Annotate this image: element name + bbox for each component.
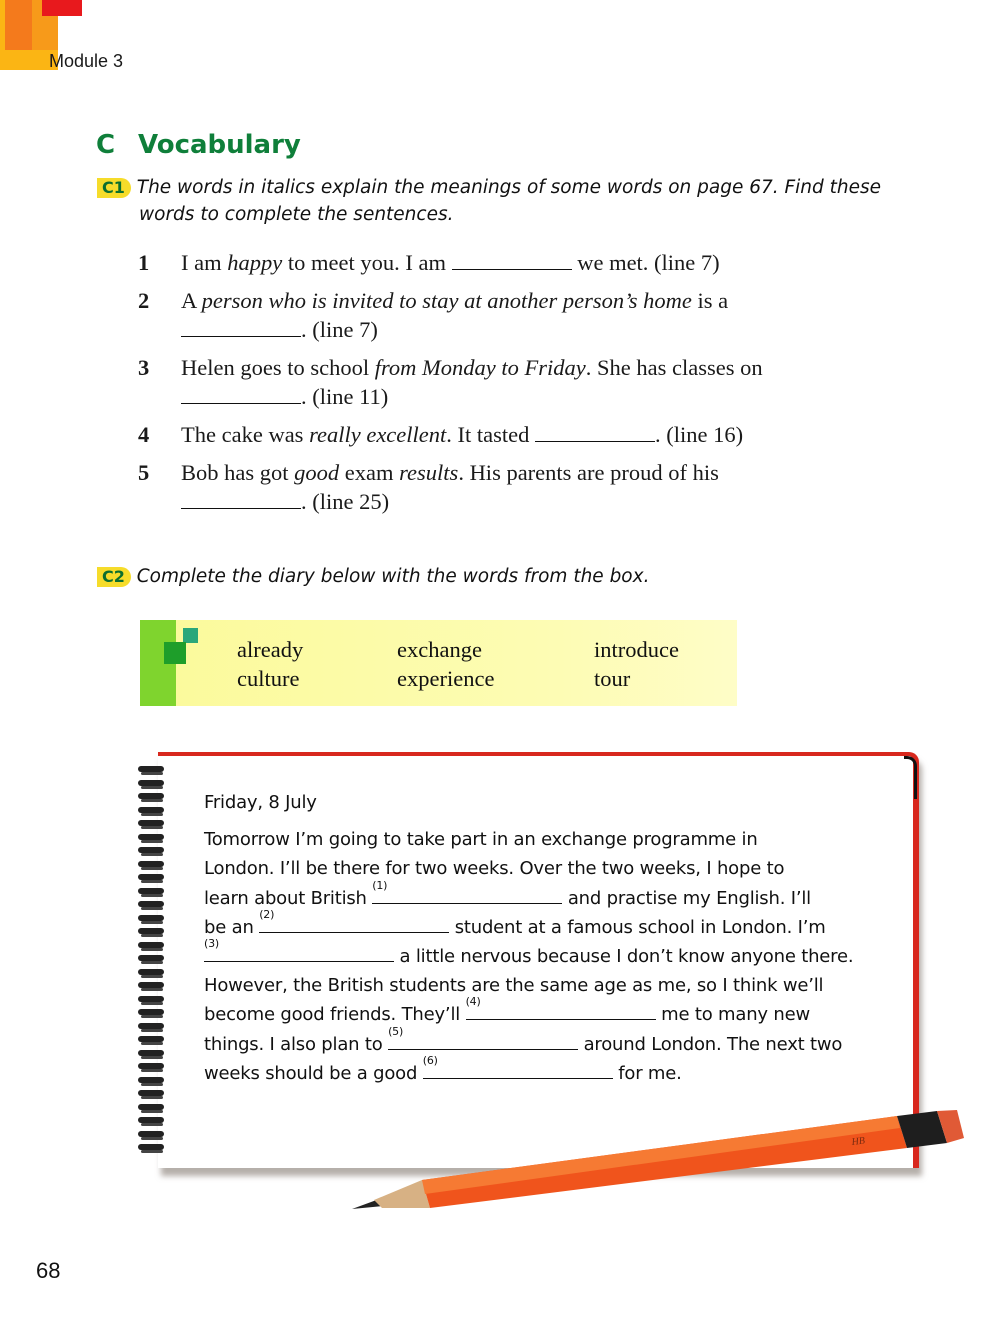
item-number: 5 <box>138 460 150 485</box>
diary-line: weeks should be a good (6) for me. <box>204 1053 682 1084</box>
spiral-coil <box>138 766 164 772</box>
section-heading: Vocabulary <box>138 130 301 160</box>
spiral-coil <box>138 1036 164 1042</box>
spiral-coil <box>138 847 164 853</box>
spiral-coil <box>138 1104 164 1110</box>
answer-blank[interactable] <box>181 385 301 404</box>
exercise-item-3: 3 Helen goes to school from Monday to Friday. She has classes on . (line 11) <box>138 355 763 409</box>
spiral-coil <box>138 915 164 921</box>
notebook-corner <box>904 756 917 799</box>
spiral-coil <box>138 834 164 840</box>
item-number: 2 <box>138 288 150 313</box>
exercise-item-5: 5 Bob has got good exam results. His parents are proud of his . (line 25) <box>138 460 719 514</box>
c2-badge: C2 <box>97 567 131 587</box>
gap-1[interactable]: (1) <box>372 885 562 904</box>
diary-line: (3) a little nervous because I don’t know anyone there. <box>204 937 854 968</box>
spiral-coil <box>138 861 164 867</box>
item-number: 4 <box>138 422 150 447</box>
pencil-label: HB <box>851 1135 866 1148</box>
diary-line: However, the British students are the same age as me, so I think we’ll <box>204 975 824 997</box>
diary-line: London. I’ll be there for two weeks. Over the two weeks, I hope to <box>204 858 785 880</box>
word-box <box>140 620 737 706</box>
c1-badge: C1 <box>97 178 131 198</box>
page-number: 68 <box>36 1258 61 1283</box>
section-title <box>96 130 301 160</box>
gap-5[interactable]: (5) <box>388 1031 578 1050</box>
exercise-item-1: 1 I am happy to meet you. I am we met. (line 7) <box>138 250 720 275</box>
diary-text <box>204 788 884 1088</box>
spiral-coil <box>138 874 164 880</box>
pencil-wood <box>374 1180 430 1208</box>
gap-3[interactable]: (3) <box>204 943 394 962</box>
answer-blank[interactable] <box>452 251 572 270</box>
spiral-coil <box>138 1077 164 1083</box>
c1-instruction-line1: The words in italics explain the meanings of some words on page 67. Find these <box>136 177 882 198</box>
gap-6[interactable]: (6) <box>423 1060 613 1079</box>
spiral-coil <box>138 793 164 799</box>
module-label: Module 3 <box>49 51 124 71</box>
answer-blank[interactable] <box>181 490 301 509</box>
answer-blank[interactable] <box>535 423 655 442</box>
spiral-coil <box>138 955 164 961</box>
gap-2[interactable]: (2) <box>259 914 449 933</box>
spiral-coil <box>138 1090 164 1096</box>
spiral-coil <box>138 982 164 988</box>
decor-square <box>183 628 198 643</box>
word-tour: tour <box>594 666 631 691</box>
spiral-coil <box>138 1050 164 1056</box>
exercise-list <box>138 248 878 525</box>
exercise-item-2: 2 A person who is invited to stay at another person’s home is a . (line 7) <box>138 288 729 342</box>
spiral-coil <box>138 901 164 907</box>
spiral-coil <box>138 1144 164 1150</box>
item-number: 3 <box>138 355 150 380</box>
spiral-coil <box>138 942 164 948</box>
spiral-coil <box>138 1063 164 1069</box>
answer-blank[interactable] <box>181 318 301 337</box>
gap-4[interactable]: (4) <box>466 1001 656 1020</box>
diary-date: Friday, 8 July <box>204 792 317 813</box>
spiral-coil <box>138 1023 164 1029</box>
c2-instruction <box>97 563 897 590</box>
c1-instruction <box>97 174 897 228</box>
section-letter: C <box>96 130 116 160</box>
spiral-coil <box>138 807 164 813</box>
word-introduce: introduce <box>594 637 679 662</box>
spiral-coil <box>138 928 164 934</box>
spiral-coil <box>138 780 164 786</box>
item-number: 1 <box>138 250 150 275</box>
spiral-coil <box>138 1131 164 1137</box>
diary-line: things. I also plan to (5) around London. The next two <box>204 1024 843 1055</box>
decor-square <box>164 642 186 664</box>
c1-instruction-line2: words to complete the sentences. <box>139 204 454 225</box>
word-experience: experience <box>397 666 495 691</box>
spiral-coil <box>138 888 164 894</box>
c2-instruction-text: Complete the diary below with the words from the box. <box>136 566 650 587</box>
spiral-coil <box>138 969 164 975</box>
pencil-illustration <box>352 1108 972 1218</box>
word-already: already <box>237 637 304 662</box>
word-culture: culture <box>237 666 300 691</box>
spiral-coil <box>138 1117 164 1123</box>
spiral-coil <box>138 1009 164 1015</box>
diary-line: learn about British (1) and practise my English. I’ll <box>204 878 811 909</box>
diary-line: become good friends. They’ll (4) me to many new <box>204 995 810 1026</box>
spiral-coil <box>138 996 164 1002</box>
exercise-item-4: 4 The cake was really excellent. It tasted . (line 16) <box>138 422 744 447</box>
diary-line: Tomorrow I’m going to take part in an exchange programme in <box>204 829 758 851</box>
spiral-binding <box>138 766 168 1158</box>
spiral-coil <box>138 820 164 826</box>
word-exchange: exchange <box>397 637 482 662</box>
diary-line: be an (2) student at a famous school in London. I’m <box>204 907 826 938</box>
